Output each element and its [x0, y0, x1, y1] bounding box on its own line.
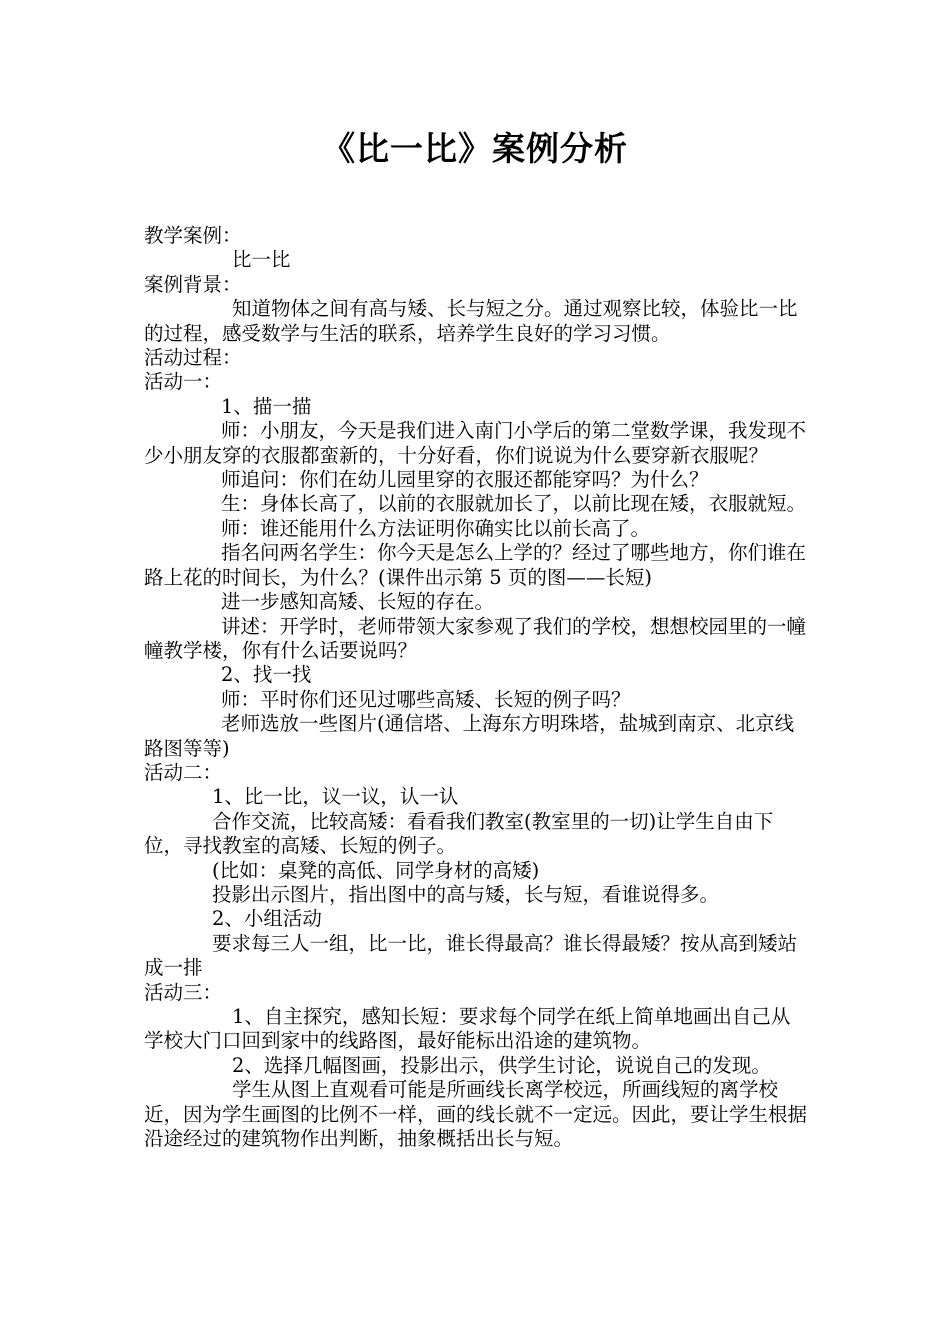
document-title: 《比一比》案例分析	[322, 129, 628, 168]
section-label: 案例背景：	[144, 272, 242, 296]
paragraph: 指名问两名学生：你今天是怎么上学的？经过了哪些地方，你们谁在路上花的时间长，为什么？(课件出示第 5 页的图——长短)	[144, 541, 807, 589]
subheading: 1、比一比，议一议，认一认	[212, 785, 459, 809]
paragraph: 师追问：你们在幼儿园里穿的衣服还都能穿吗？为什么？	[221, 468, 709, 492]
subheading: 1、描一描	[221, 394, 312, 418]
paragraph: 老师选放一些图片(通信塔、上海东方明珠塔，盐城到南京、北京线路图等等)	[144, 712, 795, 760]
paragraph: (比如：桌凳的高低、同学身材的高矮)	[212, 858, 540, 882]
paragraph: 进一步感知高矮、长短的存在。	[221, 590, 495, 614]
paragraph: 师：谁还能用什么方法证明你确实比以前长高了。	[221, 516, 651, 540]
section-label: 活动过程：	[144, 346, 242, 370]
paragraph: 师：小朋友，今天是我们进入南门小学后的第二堂数学课，我发现不少小朋友穿的衣服都蛮新的，十分好看，你们说说为什么要穿新衣服呢？	[144, 419, 807, 467]
paragraph: 1、自主探究，感知长短：要求每个同学在纸上简单地画出自己从学校大门口回到家中的线路图，最好能标出沿途的建筑物。	[144, 1005, 791, 1053]
paragraph: 师：平时你们还见过哪些高矮、长短的例子吗？	[221, 687, 631, 711]
section-label: 活动三：	[144, 980, 223, 1004]
section-label: 教学案例：	[144, 224, 242, 247]
paragraph: 投影出示图片，指出图中的高与矮，长与短，看谁说得多。	[212, 882, 720, 906]
paragraph: 生：身体长高了，以前的衣服就加长了，以前比现在矮，衣服就短。	[221, 492, 807, 516]
paragraph: 合作交流，比较高矮：看看我们教室(教室里的一切)让学生自由下位，寻找教室的高矮、长短的例子。	[144, 809, 774, 858]
paragraph: 讲述：开学时，老师带领大家参观了我们的学校，想想校园里的一幢幢教学楼，你有什么话要说吗？	[144, 614, 807, 662]
paragraph: 要求每三人一组，比一比，谁长得最高？谁长得最矮？按从高到矮站成一排	[144, 931, 798, 980]
paragraph: 学生从图上直观看可能是所画线长离学校远，所画线短的离学校近，因为学生画图的比例不一样，画的线长就不一定远。因此，要让学生根据沿途经过的建筑物作出判断，抽象概括出长与短。	[144, 1078, 808, 1151]
paragraph: 知道物体之间有高与矮、长与短之分。通过观察比较，体验比一比的过程，感受数学与生活的联系，培养学生良好的学习习惯。	[144, 297, 798, 345]
paragraph: 2、选择几幅图画，投影出示，供学生讨论，说说自己的发现。	[232, 1053, 771, 1077]
section-label: 活动一：	[144, 370, 223, 394]
case-name: 比一比	[232, 248, 291, 272]
subheading: 2、小组活动	[212, 907, 322, 931]
document-body	[144, 224, 808, 1151]
subheading: 2、找一找	[221, 663, 312, 687]
section-label: 活动二：	[144, 760, 223, 784]
